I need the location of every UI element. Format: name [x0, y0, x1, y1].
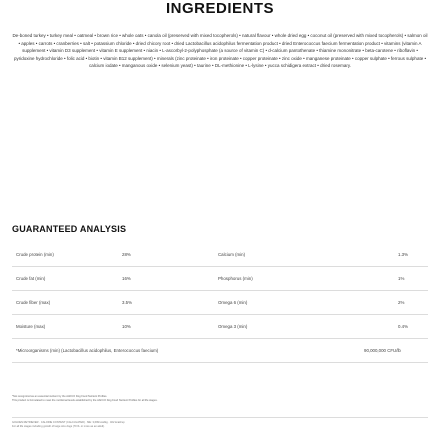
analysis-row-microorganisms [12, 339, 428, 363]
analysis-label: Calcium (min) [218, 252, 246, 257]
calorie-footer [12, 421, 428, 429]
analysis-label: Crude protein (min) [16, 252, 54, 257]
footer-line: GOLDEN RETRIEVER · CALORIE CONTENT (CALCULATED) · ME: 3,699 kcal/kg · 402 kcal/cup [12, 421, 125, 424]
note-line: This product is formulated to meet the nutritional levels established by the AAFCO Dog Food Nutrient Profiles for all life stages. [12, 399, 158, 402]
analysis-row [12, 243, 428, 267]
analysis-row [12, 315, 428, 339]
analysis-row [12, 291, 428, 315]
footer-line: For all life stages including growth of large size dogs (70 lb. or more as an adult). [12, 425, 105, 428]
analysis-label: Crude fiber (max) [16, 300, 51, 305]
divider [12, 417, 428, 418]
analysis-label: Omega 6 (min) [218, 300, 248, 305]
analysis-label: Phosphorus (min) [218, 276, 253, 281]
analysis-value: 1% [398, 276, 405, 281]
analysis-value: 2% [398, 300, 405, 305]
ingredients-title: INGREDIENTS [165, 0, 274, 17]
analysis-label: Crude fat (min) [16, 276, 46, 281]
analysis-notes [12, 395, 428, 403]
analysis-value: 90,000,000 CFU/lb [364, 348, 401, 353]
analysis-value: 10% [122, 324, 131, 329]
analysis-value: 0.4% [398, 324, 409, 329]
guaranteed-analysis-table [12, 243, 428, 363]
analysis-value: 28% [122, 252, 131, 257]
analysis-row [12, 267, 428, 291]
analysis-value: 3.5% [122, 300, 133, 305]
analysis-value: 16% [122, 276, 131, 281]
note-line: *Not recognized as an essential nutrient by the AAFCO Dog Food Nutrient Profiles. [12, 395, 108, 398]
analysis-label: Moisture (max) [16, 324, 46, 329]
ingredients-list: De-boned turkey • turkey meal • oatmeal • brown rice • whole oats • canola oil (preserved with mixed tocopherols) • natural flavour • whole dried egg • coconut oil (preserved with mixed tocopherols) • salmon oil • apples • carrots • cranberries • salt • potassium chloride • dried chicory root • dried Lactobacillus acidophilus fermentation product • dried Enterococcus faecium fermentation product • vitamins (vitamin A supplement • vitamin D3 supplement • vitamin E supplement • niacin • L-ascorbyl-2-polyphosphate (a source of vitamin C) • d-calcium pantothenate • thiamine mononitrate • beta-carotene • riboflavin • pyridoxine hydrochloride • folic acid • biotin • vitamin B12 supplement) • minerals (zinc proteinate • iron proteinate • copper proteinate • zinc oxide • manganese proteinate • copper sulphate • ferrous sulphate • calcium iodate • manganous oxide • selenium yeast) • taurine • DL-methionine • L-lysine • yucca schidigera extract • dried rosemary. [12, 33, 428, 68]
analysis-label: *Microorganisms (min) (Lactobacillus acidophilus, Enterococcus faecium) [16, 348, 159, 353]
analysis-label: Omega 3 (min) [218, 324, 248, 329]
analysis-value: 1.3% [398, 252, 409, 257]
guaranteed-analysis-title: GUARANTEED ANALYSIS [12, 224, 127, 234]
